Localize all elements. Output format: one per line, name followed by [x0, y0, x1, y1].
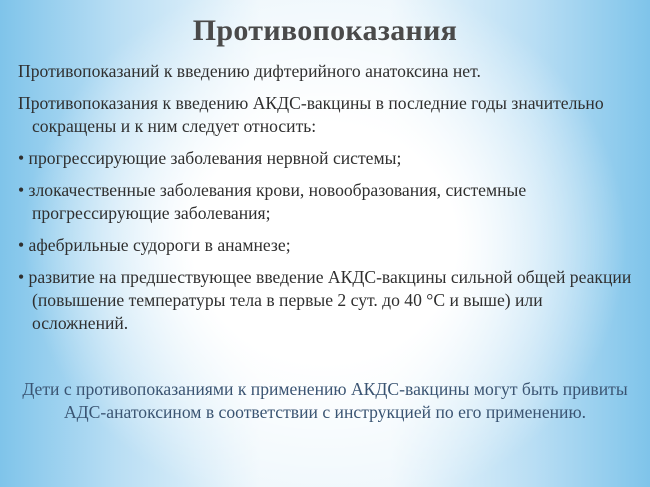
slide-footer-note: Дети с противопоказаниями к применению АКДС-вакцины могут быть привиты АДС-анатоксином в соответствии с инструкцией по его применению.: [22, 379, 628, 422]
bullet-nervous-system: • прогрессирующие заболевания нервной системы;: [18, 148, 402, 168]
bullet-malignant-diseases: • злокачественные заболевания крови, новообразования, системные прогрессирующие заболевания;: [18, 180, 527, 223]
paragraph-dtp-contraindications-intro: Противопоказания к введению АКДС-вакцины в последние годы значительно сокращены и к ним следует относить:: [18, 93, 604, 136]
slide-title: Противопоказания: [192, 14, 458, 47]
bullet-afebrile-seizures: • афебрильные судороги в анамнезе;: [18, 235, 291, 255]
paragraph-no-contraindications: Противопоказаний к введению дифтерийного анатоксина нет.: [18, 61, 481, 81]
slide-body: [18, 60, 638, 344]
bullet-severe-reaction: • развитие на предшествующее введение АКДС-вакцины сильной общей реакции (повышение температуры тела в первые 2 сут. до 40 °С и выше) или осложнений.: [18, 267, 632, 333]
